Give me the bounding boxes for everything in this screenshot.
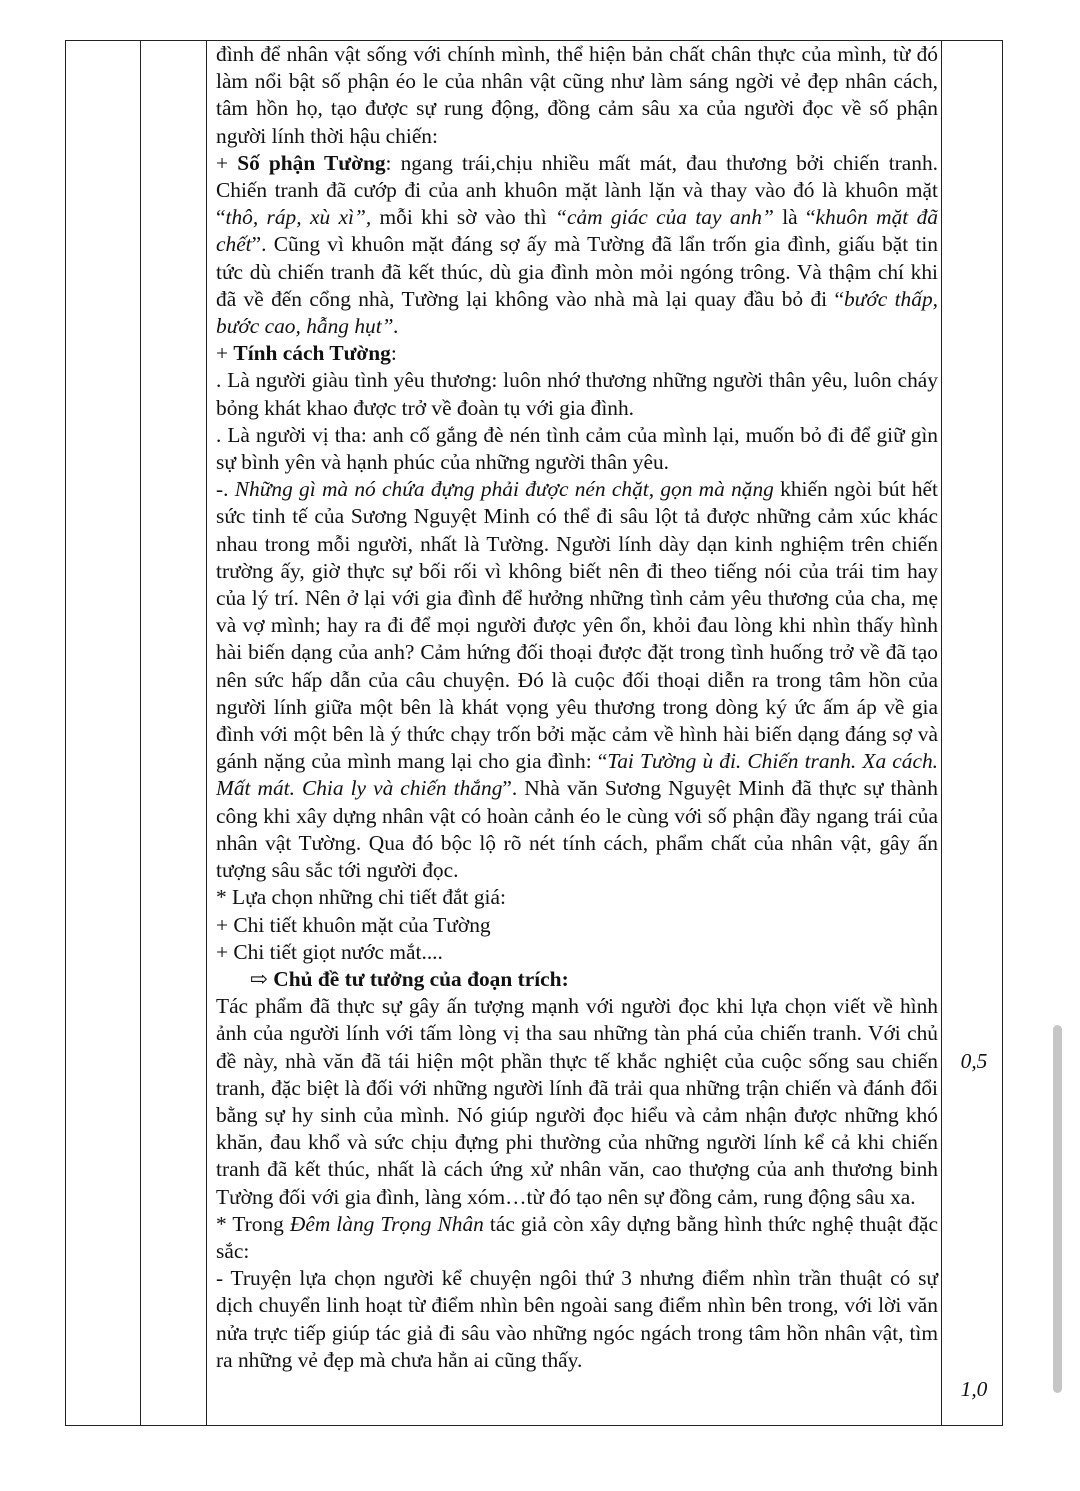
text-run: Những gì mà nó chứa đựng phải được nén chặt, gọn mà nặng <box>234 477 774 502</box>
text-run: * Lựa chọn những chi tiết đắt giá: <box>216 885 506 910</box>
text-run: tác giả còn xây dựng bằng hình thức nghệ thuật đặc sắc: <box>216 1211 938 1263</box>
text-run: khuôn mặt đã chết <box>216 205 938 257</box>
text-run: + Chi tiết giọt nước mắt.... <box>216 939 443 964</box>
paragraph <box>216 150 938 340</box>
text-run: Tai Tường ù đi. Chiến tranh. Xa cách. Mất mát. Chia ly và chiến thắng <box>216 749 938 801</box>
text-run: Tính cách Tường <box>233 341 391 366</box>
paragraph <box>216 993 938 1211</box>
text-run: khiến ngòi bút hết sức tinh tế của Sương Nguyệt Minh có thể đi sâu lột tả được những cảm xúc khác nhau trong mỗi người, nhất là Tường. Người lính dày dạn kinh nghiệm trên chiến trường ấy, giờ thực sự bối rối vì không biết nên đi theo tiếng nói của trái tim hay của lý trí. Nên ở lại với gia đình để hưởng những tình cảm yêu thương của cha, mẹ và vợ mình; hay ra đi để mọi người được yên ổn, khỏi đau lòng khi nhìn thấy hình hài biến dạng của anh? Cảm hứng đối thoại được đặt trong tình huống trở về đã tạo nên sức hấp dẫn của câu chuyện. Đó là cuộc đối thoại diễn ra trong tâm hồn của người lính giữa một bên là khát vọng yêu thương trong dòng ký ức ấm áp về gia đình với một bên là ý thức chạy trốn bởi mặc cảm về hình hài biến dạng đáng sợ và gánh nặng của mình mang lại cho gia đình: “ <box>216 477 938 774</box>
paragraph <box>216 41 938 150</box>
text-run: thô, ráp, xù xì”, <box>225 205 372 230</box>
scrollbar-thumb[interactable] <box>1053 1025 1062 1393</box>
text-run: + Chi tiết khuôn mặt của Tường <box>216 912 491 937</box>
text-run: Chủ đề tư tưởng của đoạn trích: <box>273 966 569 991</box>
paragraph <box>216 939 938 966</box>
column-divider <box>140 41 141 1425</box>
answer-table <box>65 40 1003 1426</box>
text-run: mỗi khi sờ vào thì <box>371 205 556 230</box>
text-run: + <box>216 150 238 175</box>
answer-content <box>216 41 938 1374</box>
paragraph <box>216 340 938 367</box>
text-run: . Là người vị tha: anh cố gắng đè nén tình cảm của mình lại, muốn bỏ đi để giữ gìn sự bình yên và hạnh phúc của những người thân yêu. <box>216 422 938 475</box>
paragraph <box>216 422 938 476</box>
text-run: + <box>216 341 234 366</box>
text-run: * Trong <box>216 1211 290 1236</box>
column-divider <box>941 41 942 1425</box>
text-run: ”. Nhà văn Sương Nguyệt Minh đã thực sự thành công khi xây dựng nhân vật có hoàn cảnh éo le cùng với số phận đầy ngang trái của nhân vật Tường. Qua đó bộc lộ rõ nét tính cách, phẩm chất của nhân vật, gây ấn tượng sâu sắc tới người đọc. <box>216 776 938 883</box>
text-run: Tác phẩm đã thực sự gây ấn tượng mạnh với người đọc khi lựa chọn viết về hình ảnh của người lính với tấm lòng vị tha sau những tàn phá của chiến tranh. Với chủ đề này, nhà văn đã tái hiện một phần thực tế khắc nghiệt của cuộc sống sau chiến tranh, đặc biệt là đối với những người lính đã trải qua những trận chiến và đánh đổi bằng sự hy sinh của mình. Nó giúp người đọc hiểu và cảm nhận được những khó khăn, đau khổ và sức chịu đựng phi thường của những người lính kể cả khi chiến tranh đã kết thúc, nhất là cách ứng xử nhân văn, cao thượng của anh thương binh Tường đối với gia đình, làng xóm…từ đó tạo nên sự đồng cảm, rung động sâu xa. <box>216 994 938 1209</box>
score-cell: 1,0 <box>960 1377 988 1401</box>
text-run: ”. Cũng vì khuôn mặt đáng sợ ấy mà Tường đã lẩn trốn gia đình, giấu bặt tin tức dù chiến tranh đã kết thúc, dù gia đình mòn mỏi ngóng trông. Và thậm chí khi đã về đến cổng nhà, Tường lại không vào nhà mà lại quay đầu bỏ đi “ <box>216 232 938 311</box>
text-run: : ngang trái,chịu nhiều mất mát, đau thương bởi chiến tranh. Chiến tranh đã cướp đi của anh khuôn mặt lành lặn và thay vào đó là khuôn mặt “ <box>216 150 938 230</box>
text-run: : <box>390 341 397 366</box>
paragraph <box>216 884 938 911</box>
paragraph <box>216 912 938 939</box>
text-run: là “ <box>773 205 816 230</box>
score-cell: 0,5 <box>960 1049 988 1073</box>
text-run: “cảm giác của tay anh” <box>555 205 774 230</box>
text-run: Đêm làng Trọng Nhân <box>289 1211 484 1236</box>
text-run: bước thấp, bước cao, hẫng hụt”. <box>216 286 938 339</box>
column-divider <box>206 41 207 1425</box>
text-run: . Là người giàu tình yêu thương: luôn nhớ thương những người thân yêu, luôn cháy bỏng khát khao được trở về đoàn tụ với gia đình. <box>216 368 938 420</box>
paragraph <box>216 1211 938 1265</box>
text-run: đình để nhân vật sống với chính mình, thể hiện bản chất chân thực của mình, từ đó làm nổi bật số phận éo le của nhân vật cũng như làm sáng ngời vẻ đẹp nhân cách, tâm hồn họ, tạo được sự rung động, đồng cảm sâu xa của người đọc về số phận người lính thời hậu chiến: <box>216 42 938 148</box>
text-run: - Truyện lựa chọn người kể chuyện ngôi thứ 3 nhưng điểm nhìn trần thuật có sự dịch chuyển linh hoạt từ điểm nhìn bên ngoài sang điểm nhìn bên trong, với lời văn nửa trực tiếp giúp tác giả đi sâu vào những ngóc ngách trong tâm hồn nhân vật, tìm ra những vẻ đẹp mà chưa hẳn ai cũng thấy. <box>216 1266 938 1372</box>
section-heading <box>216 966 938 993</box>
text-run: -. <box>216 477 235 502</box>
paragraph <box>216 1265 938 1374</box>
paragraph <box>216 476 938 884</box>
paragraph <box>216 367 938 421</box>
text-run: Số phận Tường <box>237 150 386 175</box>
text-run: ⇨ <box>250 966 274 991</box>
